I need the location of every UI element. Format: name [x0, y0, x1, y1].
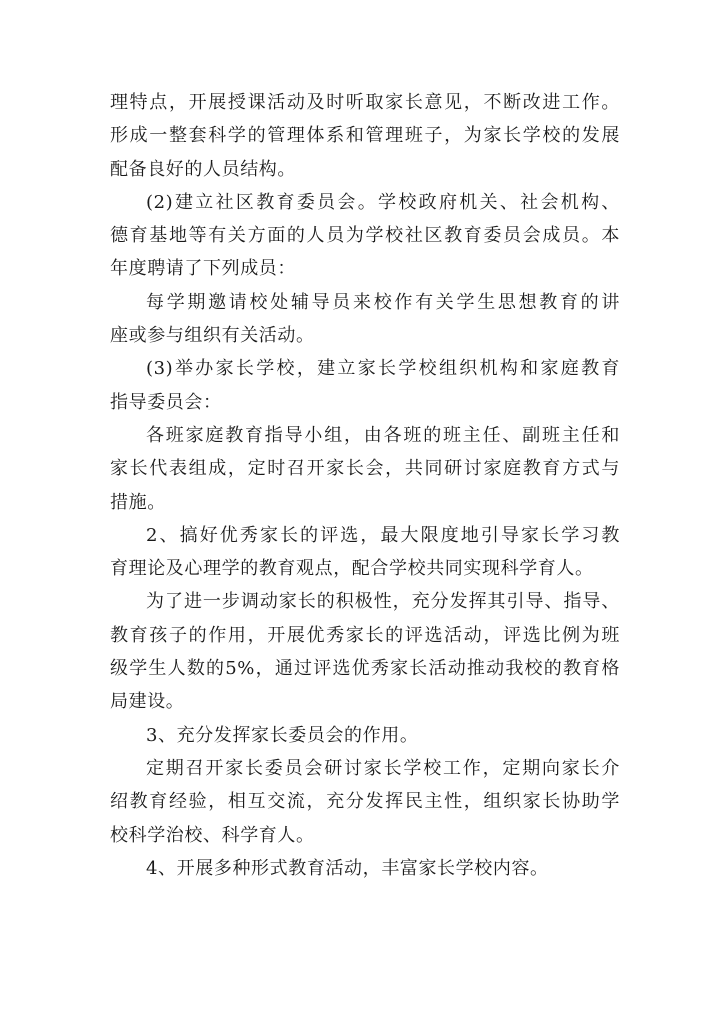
text-line: 德育基地等有关方面的人员为学校社区教育委员会成员。本 [110, 225, 620, 247]
text-line: 措施。 [110, 491, 166, 513]
text-line: (3)举办家长学校，建立家长学校组织机构和家庭教育 [146, 358, 620, 380]
text-line: 理特点，开展授课活动及时听取家长意见，不断改进工作。 [110, 92, 620, 113]
text-line: 定期召开家长委员会研讨家长学校工作，定期向家长介 [146, 757, 620, 779]
text-line: 指导委员会： [110, 391, 222, 413]
text-line: 3、充分发挥家长委员会的作用。 [146, 724, 419, 746]
text-line: 形成一整套科学的管理体系和管理班子，为家长学校的发展 [110, 125, 620, 147]
text-line: 2、搞好优秀家长的评选，最大限度地引导家长学习教 [146, 524, 620, 546]
text-line: 局建设。 [110, 691, 185, 713]
text-line: 4、开展多种形式教育活动，丰富家长学校内容。 [146, 857, 549, 879]
text-line: 校科学治校、科学育人。 [110, 824, 315, 846]
text-line: 年度聘请了下列成员： [110, 258, 296, 280]
text-line: 为了进一步调动家长的积极性，充分发挥其引导、指导、 [146, 591, 620, 613]
text-line: 各班家庭教育指导小组，由各班的班主任、副班主任和 [146, 424, 620, 446]
text-line: 育理论及心理学的教育观点，配合学校共同实现科学育人。 [110, 558, 594, 580]
text-line: 配备良好的人员结构。 [110, 158, 296, 180]
text-line: 级学生人数的5%，通过评选优秀家长活动推动我校的教育格 [110, 658, 620, 680]
text-line: (2)建立社区教育委员会。学校政府机关、社会机构、 [146, 191, 620, 213]
text-line: 家长代表组成，定时召开家长会，共同研讨家庭教育方式与 [110, 458, 620, 480]
text-line: 座或参与组织有关活动。 [110, 325, 315, 347]
text-line: 每学期邀请校处辅导员来校作有关学生思想教育的讲 [146, 291, 620, 313]
text-line: 绍教育经验，相互交流，充分发挥民主性，组织家长协助学 [110, 791, 620, 813]
text-line: 教育孩子的作用，开展优秀家长的评选活动，评选比例为班 [110, 624, 620, 646]
document-body [110, 86, 620, 885]
